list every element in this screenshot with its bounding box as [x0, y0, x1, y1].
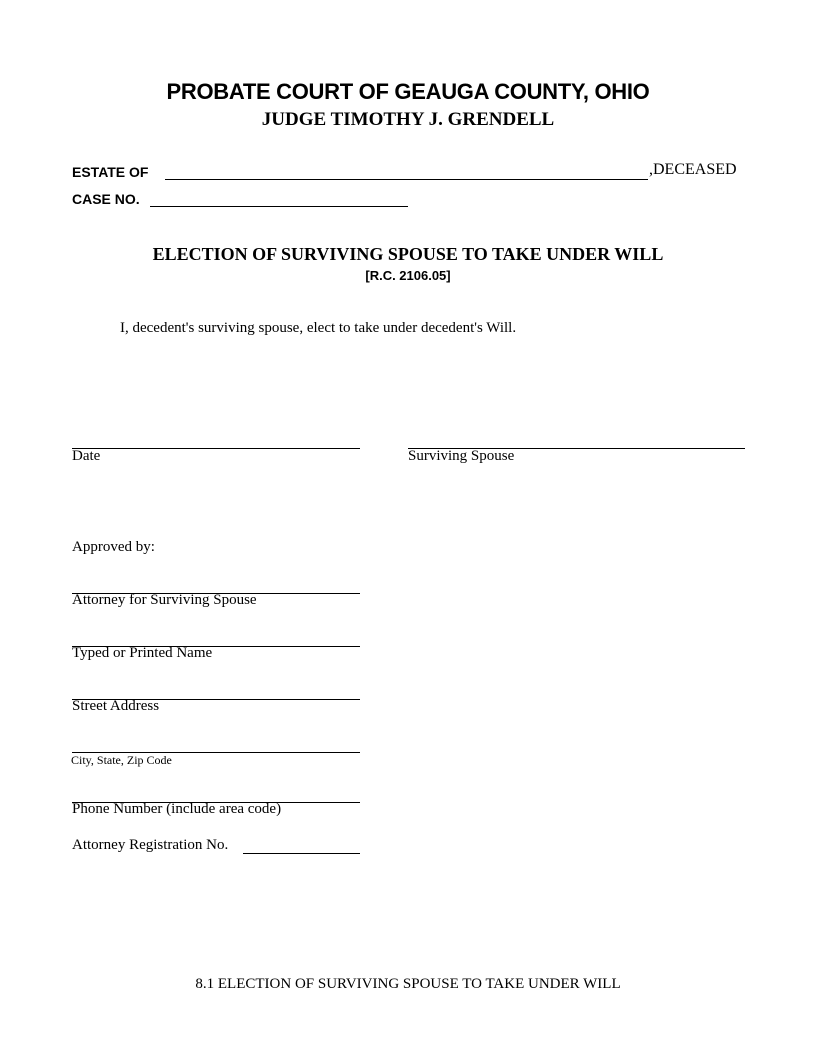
- phone-label: Phone Number (include area code): [72, 801, 282, 817]
- election-statement: I, decedent's surviving spouse, elect to take under decedent's Will.: [120, 320, 517, 336]
- street-address-label: Street Address: [72, 698, 160, 714]
- statute-reference: [R.C. 2106.05]: [365, 268, 451, 283]
- judge-name: JUDGE TIMOTHY J. GRENDELL: [261, 109, 555, 130]
- deceased-label: ,DECEASED: [649, 161, 737, 178]
- attorney-label: Attorney for Surviving Spouse: [72, 592, 257, 608]
- court-title: PROBATE COURT OF GEAUGA COUNTY, OHIO: [166, 79, 650, 104]
- approved-by-label: Approved by:: [72, 539, 155, 555]
- surviving-spouse-label: Surviving Spouse: [408, 448, 515, 464]
- estate-name-field[interactable]: [165, 179, 648, 180]
- date-field[interactable]: [72, 448, 360, 449]
- case-no-field[interactable]: [150, 206, 408, 207]
- form-title: ELECTION OF SURVIVING SPOUSE TO TAKE UNDER WILL: [152, 244, 664, 264]
- city-state-zip-label: City, State, Zip Code: [71, 753, 172, 767]
- estate-of-label: ESTATE OF: [72, 164, 149, 180]
- printed-name-label: Typed or Printed Name: [72, 645, 213, 661]
- footer-text: 8.1 ELECTION OF SURVIVING SPOUSE TO TAKE UNDER WILL: [195, 976, 621, 992]
- registration-label: Attorney Registration No.: [72, 837, 229, 853]
- registration-field[interactable]: [243, 853, 360, 854]
- date-label: Date: [72, 448, 101, 464]
- case-no-label: CASE NO.: [72, 191, 140, 207]
